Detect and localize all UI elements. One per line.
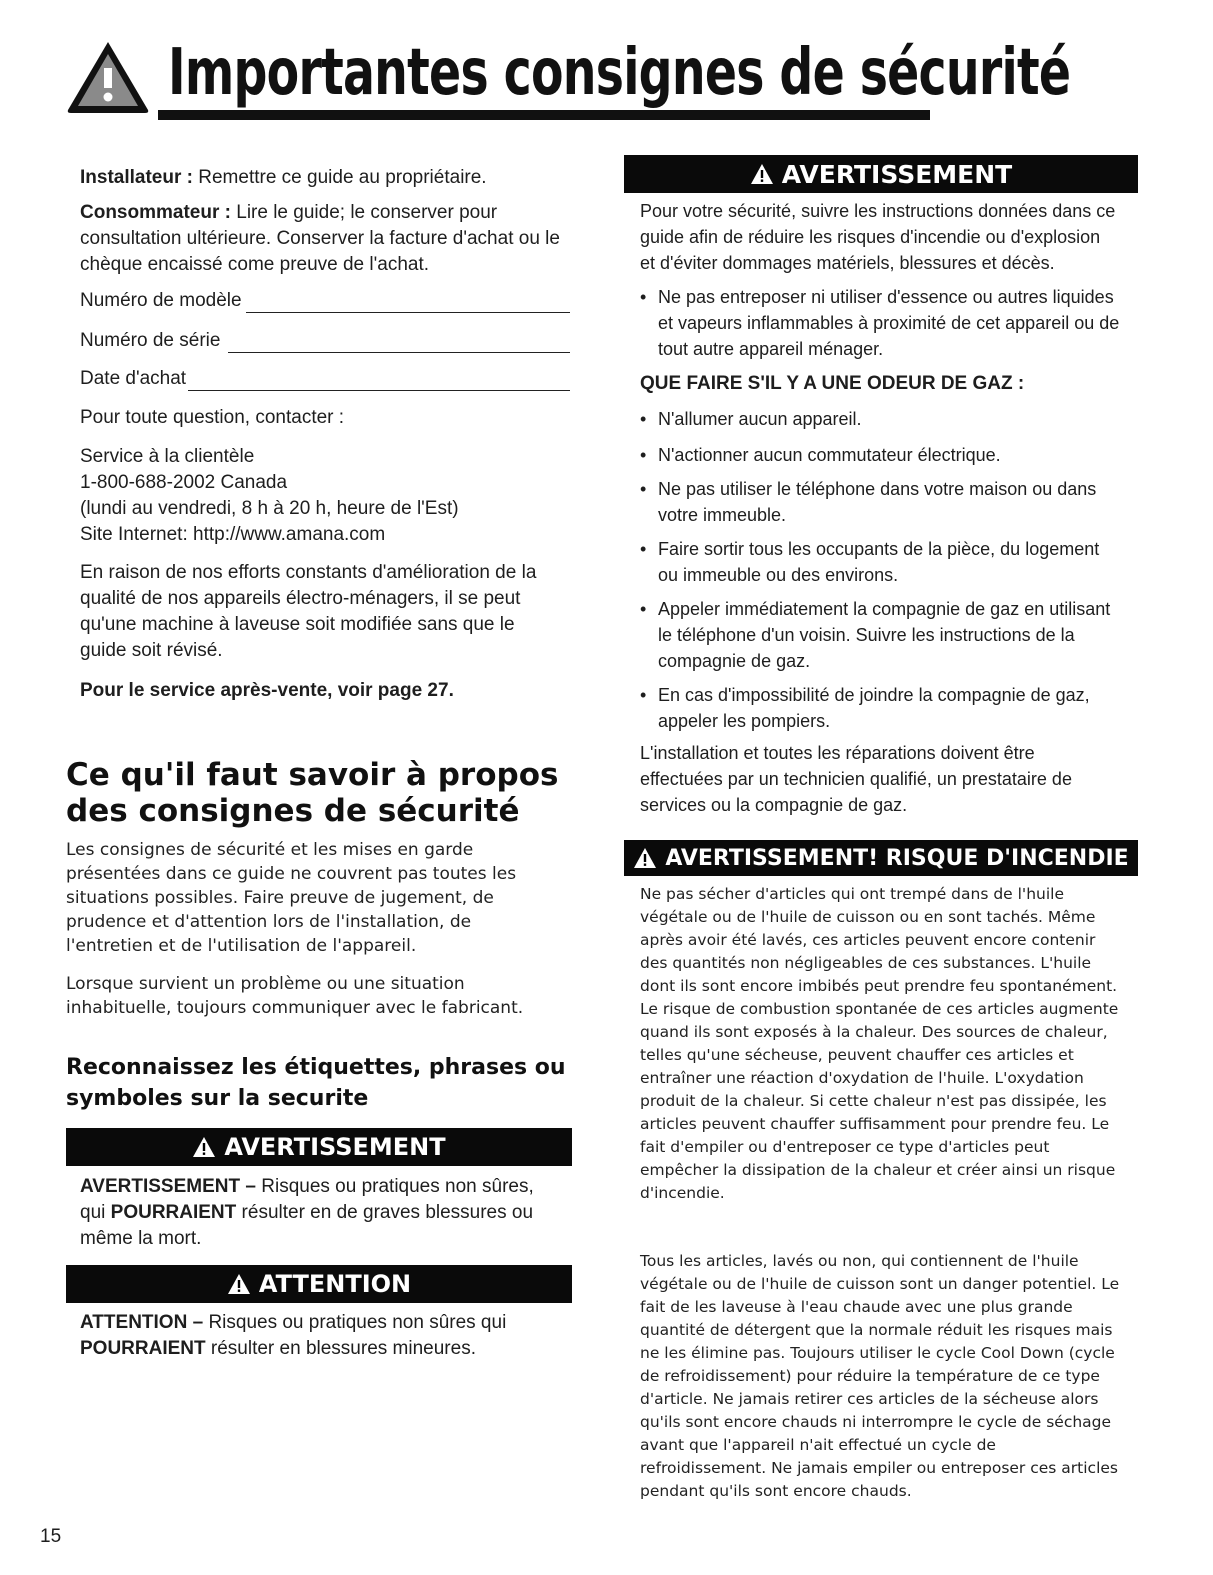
manufacturer-paragraph: Lorsque survient un problème ou une situation inhabituelle, toujours communiquer avec le fabricant. (66, 974, 524, 1018)
phone-number: 1-800-688-2002 Canada (80, 472, 288, 493)
warning-banner-text: AVERTISSEMENT (224, 1133, 446, 1161)
model-blank-line (246, 312, 570, 313)
gas-odor-heading: QUE FAIRE S'IL Y A UNE ODEUR DE GAZ : (640, 373, 1025, 394)
list-item: • N'actionner aucun commutateur électrique. (640, 442, 1120, 468)
service-hours: (lundi au vendredi, 8 h à 20 h, heure de l'Est) (80, 498, 459, 519)
service-block (80, 444, 459, 548)
consumer-paragraph (80, 200, 560, 278)
caution-def-label2: POURRAIENT (80, 1338, 206, 1359)
warning-intro: Pour votre sécurité, suivre les instructions données dans ce guide afin de réduire les risques d'incendie ou d'explosion et d'éviter dommages matériels, blessures et décès. (640, 201, 1116, 273)
caution-def-text: Risques ou pratiques non sûres qui (208, 1312, 507, 1333)
date-blank-line (188, 390, 570, 391)
safety-intro-paragraph: Les consignes de sécurité et les mises en garde présentées dans ce guide ne couvrent pas toutes les situations possibles. Faire preuve de jugement, de prudence et d'attention lors de l'installation, de l'entretien et de l'utilisation de l'appareil. (66, 840, 517, 956)
caution-def-label: ATTENTION – (80, 1312, 204, 1333)
model-number-field (80, 290, 570, 316)
oil-articles-paragraph: Tous les articles, lavés ou non, qui contiennent de l'huile végétale ou de l'huile de cuisson sont un danger potentiel. Le fait de les laveuse à l'eau chaude avec une plus grande quantité de détergent que la normale réduit les risques mais ne les élimine pas. Toujours utiliser le cycle Cool Down (cycle de refroidissement) pour réduire la température de ce type d'article. Ne jamais retirer ces articles de la sécheuse alors qu'ils sont encore chauds ni interrompre le cycle de séchage avant que l'appareil n'ait effectué un cycle de refroidissement. Ne jamais empiler ou entreposer ces articles pendant qu'ils sont encore chauds. (640, 1252, 1120, 1500)
warning-triangle-icon (750, 163, 774, 185)
page-header (66, 30, 1071, 130)
revision-paragraph: En raison de nos efforts constants d'amélioration de la qualité de nos appareils électro-ménagers, il se peut qu'une machine à laveuse soit modifiée sans que le guide soit révisé. (80, 562, 537, 661)
warning-def-label2: POURRAIENT (110, 1202, 237, 1223)
warning-definition (80, 1174, 560, 1252)
serial-label: Numéro de série (80, 330, 221, 351)
purchase-date-field (80, 368, 570, 394)
section-heading: Ce qu'il faut savoir à propos des consignes de sécurité (66, 757, 559, 829)
warning-def-text: Risques ou pratiques non sûres, qui (80, 1176, 534, 1223)
caution-def-text2: résulter en blessures mineures. (210, 1338, 476, 1359)
installer-text: Remettre ce guide au propriétaire. (198, 167, 487, 188)
title-rule (158, 110, 930, 120)
website-line: Site Internet: http://www.amana.com (80, 524, 386, 545)
fire-banner-text: AVERTISSEMENT! RISQUE D'INCENDIE (665, 845, 1129, 871)
serial-number-field (80, 330, 570, 356)
warning-def-text2: résulter en de graves blessures ou même la mort. (80, 1202, 534, 1249)
page-number: 15 (40, 1526, 62, 1547)
consumer-label: Consommateur : (80, 202, 231, 223)
date-label: Date d'achat (80, 368, 187, 389)
warning-def-label: AVERTISSEMENT – (80, 1176, 256, 1197)
fire-risk-banner (624, 840, 1138, 876)
page-title: Importantes consignes de sécurité (168, 36, 1071, 110)
list-item: • Faire sortir tous les occupants de la pièce, du logement ou immeuble ou des environs. (640, 536, 1120, 588)
warning-banner-right (624, 155, 1138, 193)
caution-banner-text: ATTENTION (258, 1270, 412, 1298)
warning-banner-text: AVERTISSEMENT (781, 159, 1013, 189)
list-item: • Ne pas utiliser le téléphone dans votre maison ou dans votre immeuble. (640, 476, 1120, 528)
warning-banner-left (66, 1128, 572, 1166)
list-item: • N'allumer aucun appareil. (640, 406, 1120, 432)
contact-intro: Pour toute question, contacter : (80, 407, 345, 428)
installer-label: Installateur : (80, 167, 193, 188)
warning-person-icon (66, 40, 150, 114)
installation-note: L'installation et toutes les réparations doivent être effectuées par un technicien qualifié, un prestataire de services ou la compagnie de gaz. (640, 743, 1072, 815)
caution-banner (66, 1265, 572, 1303)
installer-line (80, 165, 487, 191)
labels-subheading: Reconnaissez les étiquettes, phrases ou symboles sur la securite (66, 1055, 566, 1111)
warning-triangle-icon (227, 1273, 251, 1295)
list-item: • Appeler immédiatement la compagnie de gaz en utilisant le téléphone d'un voisin. Suivre les instructions de la compagnie de gaz. (640, 596, 1120, 674)
list-item: • Ne pas entreposer ni utiliser d'essence ou autres liquides et vapeurs inflammables à proximité de cet appareil ou de tout autre appareil ménager. (640, 284, 1120, 362)
warning-triangle-icon (192, 1136, 216, 1158)
list-item: • En cas d'impossibilité de joindre la compagnie de gaz, appeler les pompiers. (640, 682, 1120, 734)
service-note: Pour le service après-vente, voir page 27. (80, 680, 454, 701)
fire-risk-paragraph: Ne pas sécher d'articles qui ont trempé dans de l'huile végétale ou de l'huile de cuisson ou en sont tachés. Même après avoir été lavés, ces articles peuvent encore contenir des quantités non négligeables de ces substances. L'huile dont ils sont encore imbibés peut prendre feu spontanément. Le risque de combustion spontanée de ces articles augmente quand ils sont exposés à la chaleur. Des sources de chaleur, telles qu'une sécheuse, peuvent chauffer ces articles et entraîner une réaction d'oxydation de l'huile. L'oxydation produit de la chaleur. Si cette chaleur n'est pas dissipée, les articles peuvent chauffer suffisamment pour prendre feu. Le fait d'empiler ou d'entreposer ce type d'articles peut empêcher la dissipation de la chaleur et créer ainsi un risque d'incendie. (640, 885, 1119, 1202)
model-label: Numéro de modèle (80, 290, 242, 311)
serial-blank-line (228, 352, 570, 353)
warning-triangle-icon (633, 847, 657, 869)
consumer-text: Lire le guide; le conserver pour consultation ultérieure. Conserver la facture d'achat ou le chèque encaissé come preuve de l'achat. (80, 202, 560, 275)
service-line: Service à la clientèle (80, 446, 255, 467)
caution-definition (80, 1310, 560, 1362)
